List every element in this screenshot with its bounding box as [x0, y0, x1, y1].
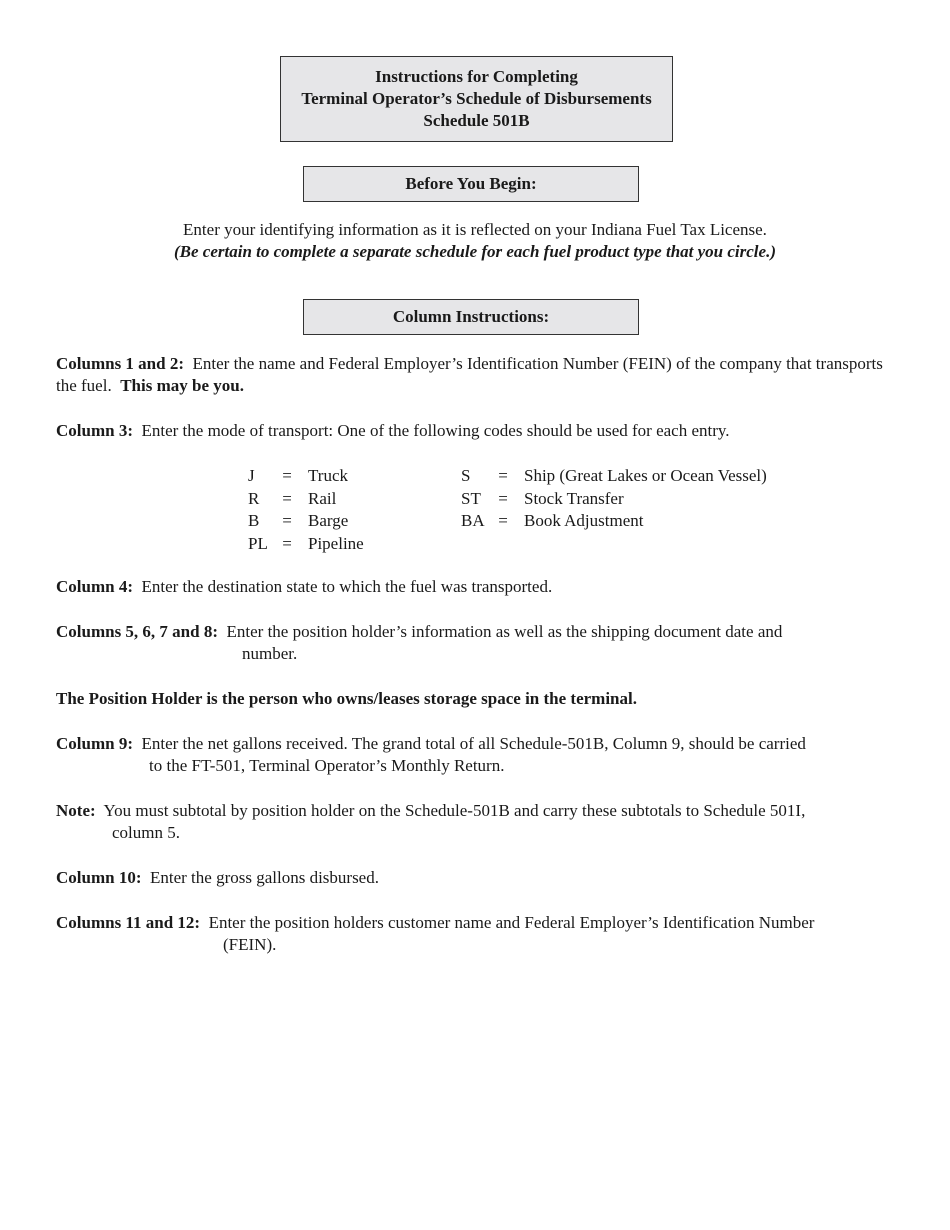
- column-10-label: Column 10:: [56, 868, 142, 887]
- equals: =: [282, 488, 292, 508]
- title-line-1: Instructions for Completing: [375, 67, 578, 86]
- code: B: [248, 511, 260, 530]
- note-label: Note:: [56, 801, 96, 820]
- column-10-instruction: [56, 867, 892, 889]
- column-3-label: Column 3:: [56, 421, 133, 440]
- code: J: [248, 466, 255, 485]
- document-title-box: [280, 56, 673, 142]
- before-you-begin-heading: Before You Begin:: [303, 166, 639, 202]
- columns-5-8-text-1: Enter the position holder’s information as well as the shipping document date and: [226, 622, 783, 641]
- code-row: [461, 510, 767, 533]
- code: PL: [248, 533, 268, 553]
- transport-codes-left: [248, 465, 364, 555]
- column-3-instruction: [56, 420, 892, 442]
- code-description: Rail: [308, 488, 337, 508]
- column-4-text: Enter the destination state to which the fuel was transported.: [141, 577, 553, 596]
- code-description: Barge: [308, 511, 349, 530]
- note-text-1: You must subtotal by position holder on the Schedule-501B and carry these subtotals to Schedule 501I,: [103, 801, 806, 820]
- title-line-3: Schedule 501B: [423, 111, 530, 130]
- columns-5-8-text-2: number.: [242, 644, 298, 663]
- code-description: Truck: [308, 466, 348, 485]
- columns-11-12-instruction: [56, 912, 892, 956]
- code-description: Pipeline: [308, 533, 364, 553]
- columns-1-2-label: Columns 1 and 2:: [56, 354, 185, 373]
- code-description: Stock Transfer: [524, 488, 624, 508]
- code-description: Ship (Great Lakes or Ocean Vessel): [524, 466, 767, 485]
- code: ST: [461, 488, 481, 508]
- code-row: [248, 465, 364, 488]
- code-description: Book Adjustment: [524, 511, 644, 530]
- column-4-label: Column 4:: [56, 577, 133, 596]
- code: BA: [461, 511, 485, 530]
- code: R: [248, 488, 260, 508]
- title-line-2: Terminal Operator’s Schedule of Disbursements: [301, 89, 652, 108]
- code-row: [248, 533, 364, 556]
- columns-1-2-bold-tail: This may be you.: [120, 376, 244, 395]
- columns-1-2-text: Enter the name and Federal Employer’s Identification Number (FEIN) of the company that transports the fuel.: [56, 354, 883, 395]
- column-3-text: Enter the mode of transport: One of the following codes should be used for each entry.: [141, 421, 730, 440]
- columns-11-12-text-2: (FEIN).: [223, 935, 277, 954]
- equals: =: [282, 466, 292, 485]
- column-9-text-1: Enter the net gallons received. The grand total of all Schedule-501B, Column 9, should be carried: [141, 734, 806, 753]
- column-10-text: Enter the gross gallons disbursed.: [149, 868, 379, 887]
- column-9-instruction: [56, 733, 892, 777]
- code-row: [461, 465, 767, 488]
- columns-1-2-instruction: [56, 353, 892, 397]
- equals: =: [498, 466, 508, 485]
- subtotal-note: [56, 800, 892, 844]
- columns-5-8-label: Columns 5, 6, 7 and 8:: [56, 622, 219, 641]
- columns-11-12-label: Columns 11 and 12:: [56, 913, 201, 932]
- code: S: [461, 466, 471, 485]
- column-4-instruction: [56, 576, 892, 598]
- columns-11-12-text-1: Enter the position holders customer name and Federal Employer’s Identification Number: [208, 913, 815, 932]
- equals: =: [498, 511, 508, 530]
- code-row: [248, 510, 364, 533]
- separate-schedule-note: (Be certain to complete a separate schedule for each fuel product type that you circle.): [174, 242, 776, 261]
- identifying-info-text: Enter your identifying information as it is reflected on your Indiana Fuel Tax License.: [183, 220, 767, 239]
- code-row: [461, 488, 767, 511]
- transport-codes-right: [461, 465, 767, 533]
- columns-5-8-instruction: [56, 621, 892, 665]
- equals: =: [498, 488, 508, 508]
- code-row: [248, 488, 364, 511]
- column-9-label: Column 9:: [56, 734, 133, 753]
- column-9-text-2: to the FT-501, Terminal Operator’s Monthly Return.: [149, 756, 505, 775]
- equals: =: [282, 533, 292, 553]
- note-text-2: column 5.: [112, 823, 180, 842]
- equals: =: [282, 511, 292, 530]
- column-instructions-heading: Column Instructions:: [303, 299, 639, 335]
- position-holder-definition: The Position Holder is the person who owns/leases storage space in the terminal.: [56, 689, 637, 708]
